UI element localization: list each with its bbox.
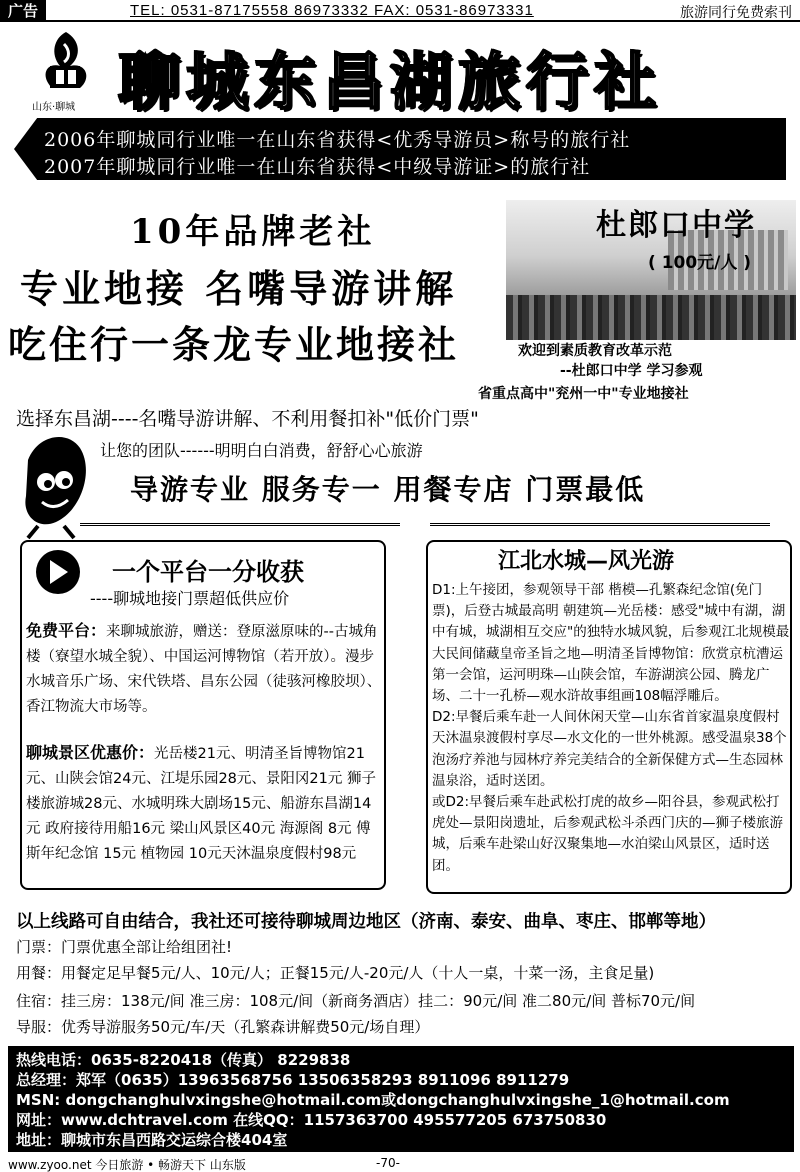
arrow-circle-icon [36,550,80,594]
top-bar [0,0,800,22]
left-panel-title: 一个平台一分收获 [112,558,304,586]
logo-caption: 山东·聊城 [32,102,76,113]
slogan-one-stop: 吃住行一条龙专业地接社 [8,322,460,367]
discount-label: 聊城景区优惠价： [26,743,155,762]
left-panel-subtitle: ----聊城地接门票超低供应价 [90,589,290,608]
contact-box [8,1046,794,1152]
msn: MSN: dongchanghulvxingshe@hotmail.com或dongchanghulvxingshe_1@hotmail.com [16,1091,730,1109]
slogan-brand-years: 10年品牌老社 [130,212,376,252]
page-number: -70- [376,1156,400,1170]
lodging-line: 住宿：挂三房：138元/间 准三房：108元/间（新商务酒店）挂二：90元/间 准二80元/间 普标70元/间 [16,992,696,1010]
guide-line: 导服：优秀导游服务50元/车/天（孔繁森讲解费50元/场自理） [16,1018,430,1036]
slogan-local-guide: 专业地接 名嘴导游讲解 [20,266,458,311]
team-line: 让您的团队------明明白白消费，舒舒心心旅游 [100,441,423,460]
photo-caption-3: 省重点高中"兖州一中"专业地接社 [478,386,689,402]
website: 网址：www.dchtravel.com 在线QQ：1157363700 495577205 673750830 [16,1111,607,1129]
photo-caption-2: --杜郎口中学 学习参观 [560,363,703,379]
hotline: 热线电话：0635-8220418（传真） 8229838 [16,1051,351,1069]
itinerary-day2-alt: 或D2:早餐后乘车赴武松打虎的故乡—阳谷县，参观武松打虎处—景阳岗遗址，后参观武松斗杀西门庆的—狮子楼旅游城，后乘车赴梁山好汉聚集地—水泊梁山风景区，适时送团。 [432,794,783,874]
ornament-left [80,512,400,526]
discount-section [26,740,382,867]
address: 地址：聊城市东昌西路交运综合楼404室 [16,1131,288,1149]
pick-line: 选择东昌湖----名嘴导游讲解、不利用餐扣补"低价门票" [16,408,479,430]
tickets-line: 门票：门票优惠全部让给组团社! [16,938,233,956]
service-pillars: 导游专业 服务专一 用餐专店 门票最低 [130,473,646,506]
combine-note: 以上线路可自由结合，我社还可接待聊城周边地区（济南、泰安、曲阜、枣庄、邯郸等地） [16,912,716,932]
itinerary-day2: D2:早餐后乘车赴一人间休闲天堂—山东省首家温泉度假村天沐温泉渡假村享尽—水文化的一世外桃源。感受温泉38个泡汤疗养池与园林疗养完美结合的全新保健方式—生态园林温泉浴，适时送团。 [432,709,787,789]
school-price: ( 100元/人 ) [648,253,752,273]
photo-caption-1: 欢迎到素质教育改革示范 [518,343,672,359]
ornament-right [430,512,770,526]
header-right-label: 旅游同行免费索刊 [680,5,792,21]
free-text: 来聊城旅游，赠送：登原滋原味的--古城角楼（寮望水城全貌）、中国运河博物馆（若开放）。漫步水城音乐广场、宋代铁塔、昌东公园（徒骇河橡胶坝）、香江物流大市场等。 [26,624,382,715]
footer-publication: www.zyoo.net 今日旅游 • 畅游天下 山东版 [8,1158,246,1172]
footer [0,1154,800,1172]
free-section [26,618,382,720]
school-name: 杜郎口中学 [596,208,756,243]
itinerary-day1: D1:上午接团，参观领导干部 楷模—孔繁森纪念馆(免门票)，后登古城最高明 朝建筑—光岳楼：感受"城中有湖，湖中有城，城湖相互交应"的独特水城风貌，后参观江北规模最大民间储藏皇帝圣旨之地—明清圣旨博物馆：欣赏京杭漕运第一会馆，运河明珠—山陕会馆，车游湖滨公园、腾龙广场、二十一孔桥—观水浒故事组画108幅浮雕后。 [432,582,790,705]
manager: 总经理：郑军（0635）13963568756 13506358293 8911096 8911279 [16,1071,570,1089]
header-contact: TEL: 0531-87175558 86973332 FAX: 0531-86973331 [130,2,534,19]
discount-text: 光岳楼21元、明清圣旨博物馆21元、山陕会馆24元、江堤乐园28元、景阳冈21元 狮子楼旅游城28元、水城明珠大剧场15元、船游东昌湖14元 政府接待用船16元 梁山风景区40元 海源阁 8元 傅斯年纪念馆 15元 植物园 10元天沐温泉度假村98元 [26,746,376,862]
free-label: 免费平台： [26,621,107,640]
itinerary [432,580,790,877]
ad-tag: 广告 [0,0,46,22]
honor-line-2006: 2006年聊城同行业唯一在山东省获得<优秀导游员>称号的旅行社 [44,129,631,151]
visitor-crowd [506,295,796,340]
right-panel-title: 江北水城—风光游 [498,549,675,574]
honor-line-2007: 2007年聊城同行业唯一在山东省获得<中级导游证>的旅行社 [44,156,591,178]
meals-line: 用餐：用餐定足早餐5元/人、10元/人；正餐15元/人-20元/人（十人一桌，十菜一汤，主食足量) [16,964,655,982]
agency-title: 聊城东昌湖旅行社 [118,45,663,118]
